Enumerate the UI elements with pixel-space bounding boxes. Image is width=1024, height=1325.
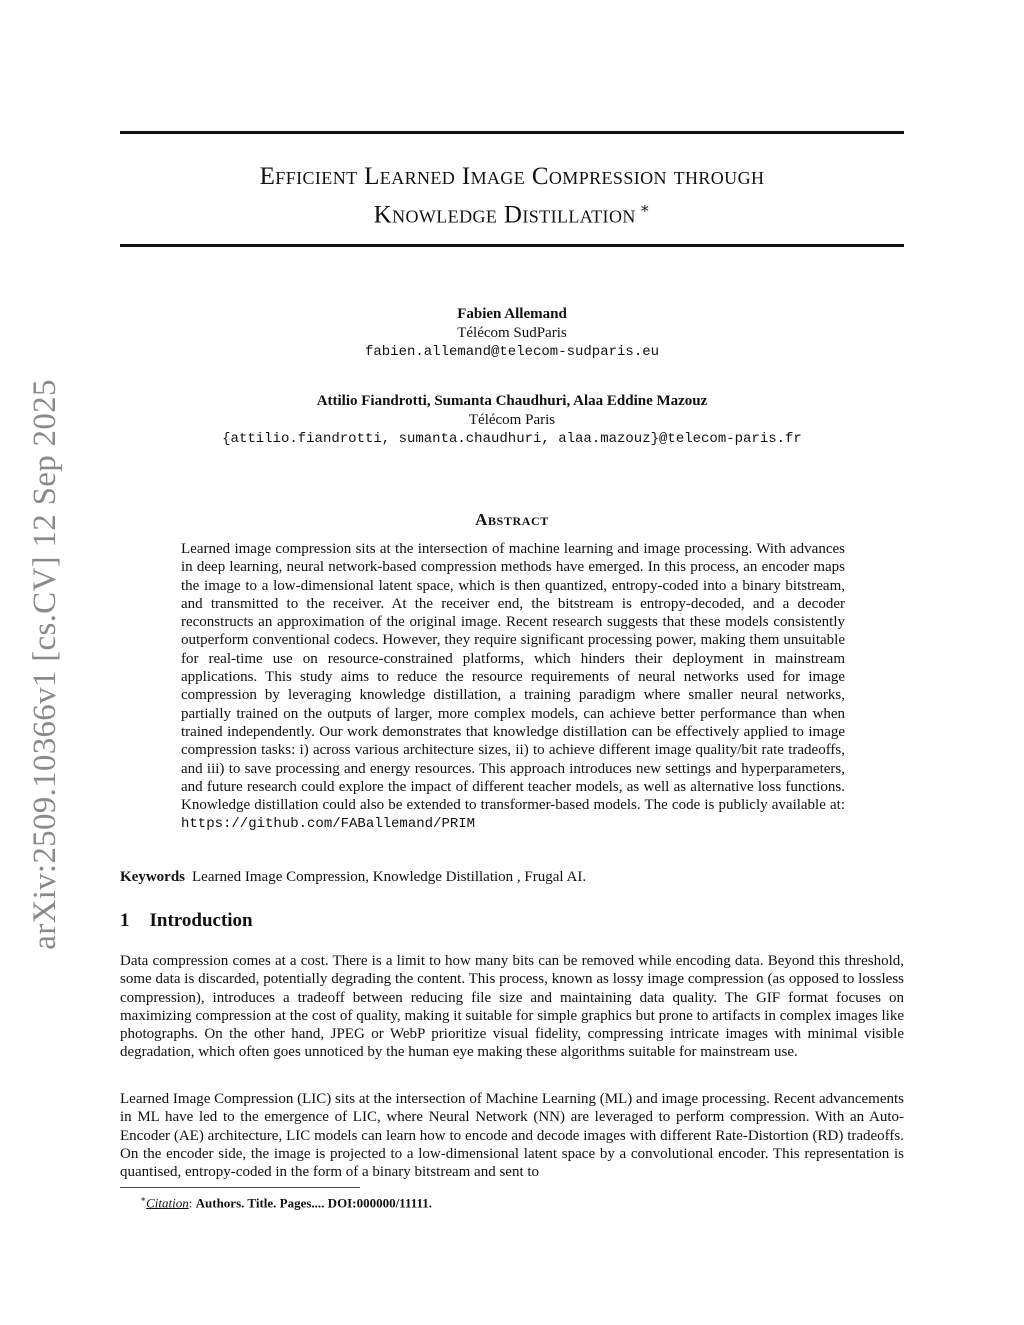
paper-title-line-2 xyxy=(120,193,904,231)
abstract-body xyxy=(181,540,845,834)
section-heading-introduction xyxy=(120,910,253,932)
keywords-label: Keywords xyxy=(120,869,185,885)
keywords-text: Learned Image Compression, Knowledge Distillation , Frugal AI. xyxy=(192,869,587,885)
paper-title-line-2-text: Knowledge Distillation xyxy=(373,201,636,229)
footnote-divider xyxy=(120,1187,360,1188)
author-email[interactable]: {attilio.fiandrotti, sumanta.chaudhuri, alaa.mazouz}@telecom-paris.fr xyxy=(222,431,802,447)
author-affiliation: Télécom Paris xyxy=(468,412,556,428)
arxiv-identifier xyxy=(14,372,76,957)
title-top-rule xyxy=(120,131,904,134)
section-number: 1 xyxy=(120,910,130,931)
authors-section xyxy=(120,305,904,449)
footnote-mark: ∗ xyxy=(140,1194,147,1204)
author-affiliation: Télécom SudParis xyxy=(457,325,567,341)
abstract-text: Learned image compression sits at the intersection of machine learning and image processing. With advances in deep learning, neural network-based compression methods have emerged. In this process, an encoder maps the image to a low-dimensional latent space, which is then quantized, entropy-coded into a binary bitstream, and transmitted to the receiver. At the receiver end, the bitstream is entropy-decoded, and a decoder reconstructs an approximation of the original image. Recent research suggests that these models consistently outperform conventional codecs. However, they require significant processing power, making them unsuitable for real-time use on resource-constrained platforms, which hinders their deployment in mainstream applications. This study aims to reduce the resource requirements of neural networks used for image compression by leveraging knowledge distillation, a training paradigm where smaller neural networks, partially trained on the outputs of larger, more complex models, can achieve better performance than when trained independently. Our work demonstrates that knowledge distillation can be effectively applied to image compression tasks: i) across various architecture sizes, ii) to achieve different image quality/bit rate tradeoffs, and iii) to save processing and energy resources. This approach introduces new settings and hyperparameters, and future research could explore the impact of different teacher models, as well as alternative loss functions. Knowledge distillation could also be extended to transformer-based models. The code is publicly available at: xyxy=(181,541,845,814)
author-block-1 xyxy=(120,305,904,362)
footnote-label: Citation xyxy=(146,1195,189,1211)
author-email[interactable]: fabien.allemand@telecom-sudparis.eu xyxy=(364,344,660,360)
title-bottom-rule xyxy=(120,244,904,247)
author-block-2 xyxy=(120,392,904,449)
keywords-line xyxy=(120,868,904,887)
intro-paragraph-1: Data compression comes at a cost. There is a limit to how many bits can be removed while encoding data. Beyond this threshold, some data is discarded, potentially degrading the content. This process, known as lossy image compression (as opposed to lossless compression), introduces a tradeoff between reducing file size and maintaining data quality. The GIF format focuses on maximizing compression at the cost of quality, making it suitable for simple graphics but prone to artifacts in complex images like photographs. On the other hand, JPEG or WebP prioritize visual fidelity, compressing intricate images with minimal visible degradation, which often goes unnoticed by the human eye making these algorithms suitable for mainstream use. xyxy=(120,953,904,1061)
abstract-heading: Abstract xyxy=(475,510,549,529)
paper-title-line-1: Efficient Learned Image Compression through xyxy=(259,163,765,190)
intro-paragraph-2: Learned Image Compression (LIC) sits at the intersection of Machine Learning (ML) and image processing. Recent advancements in ML have led to the emergence of LIC, where Neural Network (NN) are leveraged to perform compression. With an Auto-Encoder (AE) architecture, LIC models can learn how to encode and decode images with different Rate-Distortion (RD) tradeoffs. On the encoder side, the image is projected to a low-dimensional latent space by a convolutional encoder. This representation is quantised, entropy-coded in the form of a binary bitstream and sent to xyxy=(120,1091,904,1181)
footnote: ∗Citation: Authors. Title. Pages.... DOI:000000/11111. xyxy=(140,1194,433,1211)
author-name: Attilio Fiandrotti, Sumanta Chaudhuri, Alaa Eddine Mazouz xyxy=(316,393,708,409)
author-name: Fabien Allemand xyxy=(457,306,567,322)
arxiv-identifier-text: arXiv:2509.10366v1 [cs.CV] 12 Sep 2025 xyxy=(26,379,63,950)
section-title: Introduction xyxy=(149,910,253,931)
paper-title xyxy=(120,160,904,231)
code-repository-link[interactable]: https://github.com/FABallemand/PRIM xyxy=(181,816,476,833)
title-footnote-mark: ∗ xyxy=(639,201,651,217)
footnote-text: Authors. Title. Pages.... DOI:000000/11111. xyxy=(195,1195,433,1211)
